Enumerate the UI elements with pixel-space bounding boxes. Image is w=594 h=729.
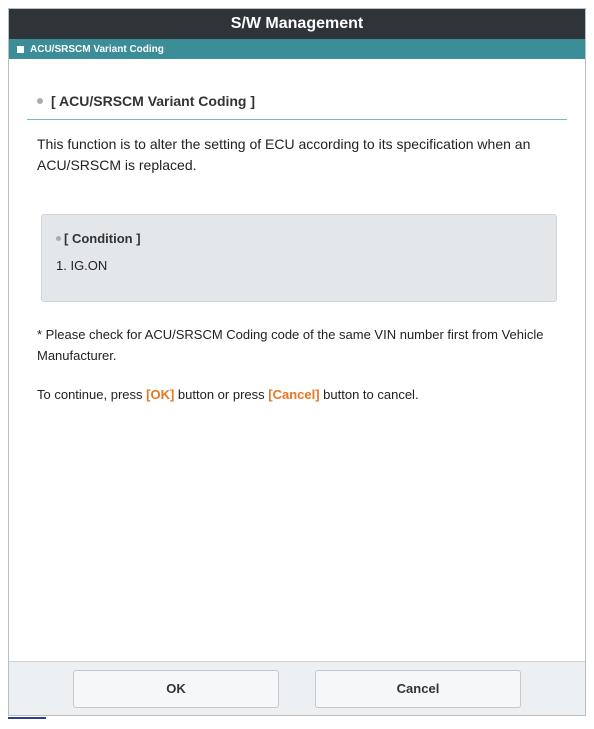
instruction-suffix: button to cancel. — [319, 387, 419, 402]
section-title — [27, 93, 567, 120]
condition-title — [56, 231, 556, 246]
condition-item: 1. IG.ON — [56, 258, 108, 273]
bullet-icon — [37, 98, 43, 104]
cancel-tag: [Cancel] — [268, 387, 320, 402]
main-content — [9, 93, 585, 402]
sub-header-label: ACU/SRSCM Variant Coding — [30, 43, 164, 55]
window-title: S/W Management — [9, 9, 585, 39]
cancel-button[interactable]: Cancel — [315, 670, 521, 708]
function-description: This function is to alter the setting of ECU according to its specification when an ACU/SRSCM is replaced. — [37, 136, 531, 173]
vin-note: * Please check for ACU/SRSCM Coding code of the same VIN number first from Vehicle Manufacturer. — [37, 327, 544, 363]
section-title-text: [ ACU/SRSCM Variant Coding ] — [51, 93, 256, 109]
condition-title-text: [ Condition ] — [64, 231, 141, 246]
square-icon — [17, 46, 24, 53]
ok-button[interactable]: OK — [73, 670, 279, 708]
button-bar — [9, 661, 585, 715]
sub-header — [9, 39, 585, 59]
bullet-icon — [56, 236, 61, 241]
corner-accent — [8, 717, 46, 719]
instruction-middle: button or press — [174, 387, 269, 402]
instruction-prefix: To continue, press — [37, 387, 147, 402]
ok-tag: [OK] — [146, 387, 175, 402]
condition-box — [41, 214, 557, 302]
continue-instruction — [37, 387, 567, 402]
sw-management-window — [8, 8, 586, 716]
